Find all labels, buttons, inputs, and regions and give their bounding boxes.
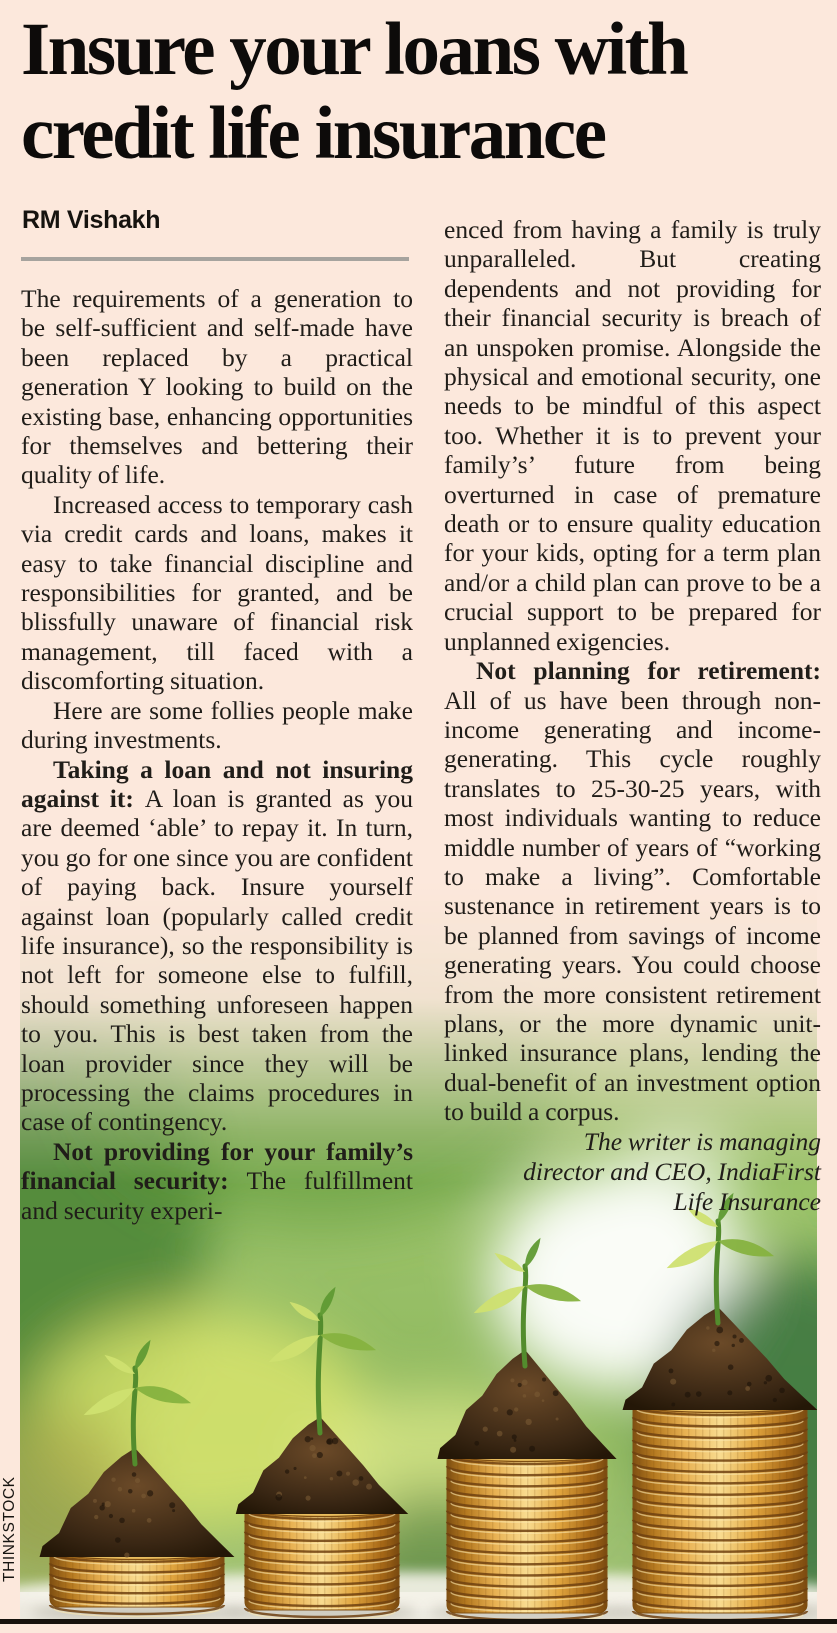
bottom-rule [0,1619,837,1624]
paragraph: Taking a loan and not insuring against it: A loan is granted as you are deemed ‘able’ to repay it. In turn, you go for one since you are confident of paying back. Insure yourself against loan (popularly called credit life insurance), so the responsibility is not left for someone else to fulfill, should something unforeseen happen to you. This is best taken from the loan provider since they will be processing the claims procedures in case of contingency. [21,754,413,1137]
paragraph: Not planning for retirement: All of us have been through non-income generating and income-generating. This cycle roughly translates to 25-30-25 years, with most individuals wanting to reduce middle number of years of “working to make a living”. Comfortable sustenance in retirement years is to be planned from savings of income generating years. You could choose from the more consistent retirement plans, or the more dynamic unit-linked insurance plans, lending the dual-benefit of an investment option to build a corpus. [444,656,821,1127]
paragraph-lead: Taking a loan and not insuring against it: [21,754,413,813]
author-credit: The writer is managing director and CEO, IndiaFirst Life Insurance [523,1126,821,1216]
sprout-stem [716,1221,718,1323]
article-column-left [21,284,413,1225]
sprout-stem [523,1266,525,1366]
sprout-stem [318,1315,320,1433]
paragraph: Here are some follies people make during investments. [21,695,413,755]
paragraph: The requirements of a generation to be self-sufficient and self-made have been replaced by a practical generation Y looking to build on the existing base, enhancing opportunities for themselves and bettering their quality of life. [21,284,413,490]
paragraph-lead: Not planning for retirement: [476,656,821,686]
sprout-stem [133,1368,135,1464]
paragraph: enced from having a family is truly unparalleled. But creating dependents and not providing for their financial security is breach of an unspoken promise. Alongside the physical and emotional security, one needs to be mindful of this aspect too. Whether it is to prevent your family’s’ future from being overturned in case of premature death or to ensure quality education for your kids, opting for a term plan and/or a child plan can prove to be a crucial support to be prepared for unplanned exigencies. [444,215,821,656]
paragraph: Not providing for your family’s financial security: The fulfillment and security experi- [21,1136,413,1225]
byline-divider [21,257,409,261]
photo-credit: THINKSTOCK [1,1476,18,1582]
article-column-right [444,215,821,1217]
paragraph: Increased access to temporary cash via credit cards and loans, makes it easy to take financial discipline and responsibilities for granted, and be blissfully unaware of financial risk management, till faced with a discomforting situation. [21,489,413,696]
paragraph-lead: Not providing for your family’s financial security: [21,1136,413,1196]
article-headline: Insure your loans with credit life insurance [21,8,687,175]
byline-author: RM Vishakh [22,206,161,234]
